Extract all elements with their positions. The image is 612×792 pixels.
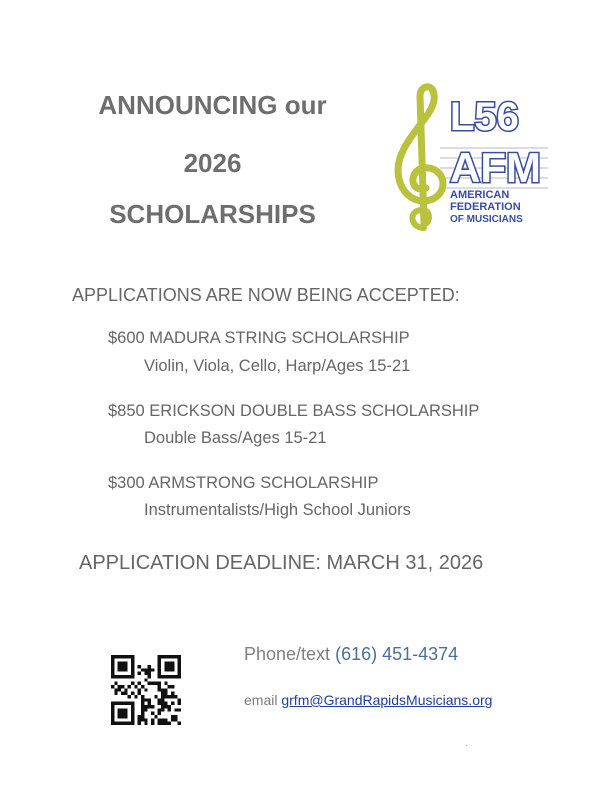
scholarship-armstrong-detail: Instrumentalists/High School Juniors <box>144 501 411 519</box>
qr-code-icon[interactable] <box>111 655 181 725</box>
scholarship-armstrong-title: $300 ARMSTRONG SCHOLARSHIP <box>108 474 379 492</box>
email-link[interactable]: grfm@GrandRapidsMusicians.org <box>281 692 493 708</box>
phone-line <box>244 644 458 665</box>
phone-number[interactable]: (616) 451-4374 <box>335 644 459 664</box>
logo-number: L56 <box>450 95 519 139</box>
logo-line-american: AMERICAN <box>450 189 510 201</box>
scholarship-erickson-title: $850 ERICKSON DOUBLE BASS SCHOLARSHIP <box>108 402 480 420</box>
applications-accepted-heading: APPLICATIONS ARE NOW BEING ACCEPTED: <box>72 285 460 305</box>
phone-label: Phone/text <box>244 644 336 664</box>
email-label: email <box>244 692 282 708</box>
scholarship-madura-detail: Violin, Viola, Cello, Harp/Ages 15-21 <box>144 357 411 375</box>
title-line-2: 2026 <box>183 148 242 178</box>
scholarship-erickson-detail: Double Bass/Ages 15-21 <box>144 429 327 447</box>
scholarship-madura-title: $600 MADURA STRING SCHOLARSHIP <box>108 329 410 347</box>
treble-clef-icon <box>398 87 443 228</box>
title-line-3: SCHOLARSHIPS <box>109 199 316 229</box>
logo-letters: AFM <box>450 144 541 191</box>
logo-line-federation: FEDERATION <box>450 201 521 213</box>
afm-logo <box>380 78 550 248</box>
application-deadline: APPLICATION DEADLINE: MARCH 31, 2026 <box>79 552 484 574</box>
title-line-1: ANNOUNCING our <box>98 90 327 120</box>
logo-line-musicians: OF MUSICIANS <box>450 214 523 225</box>
email-line <box>244 692 492 708</box>
stray-dot: . <box>465 738 468 749</box>
